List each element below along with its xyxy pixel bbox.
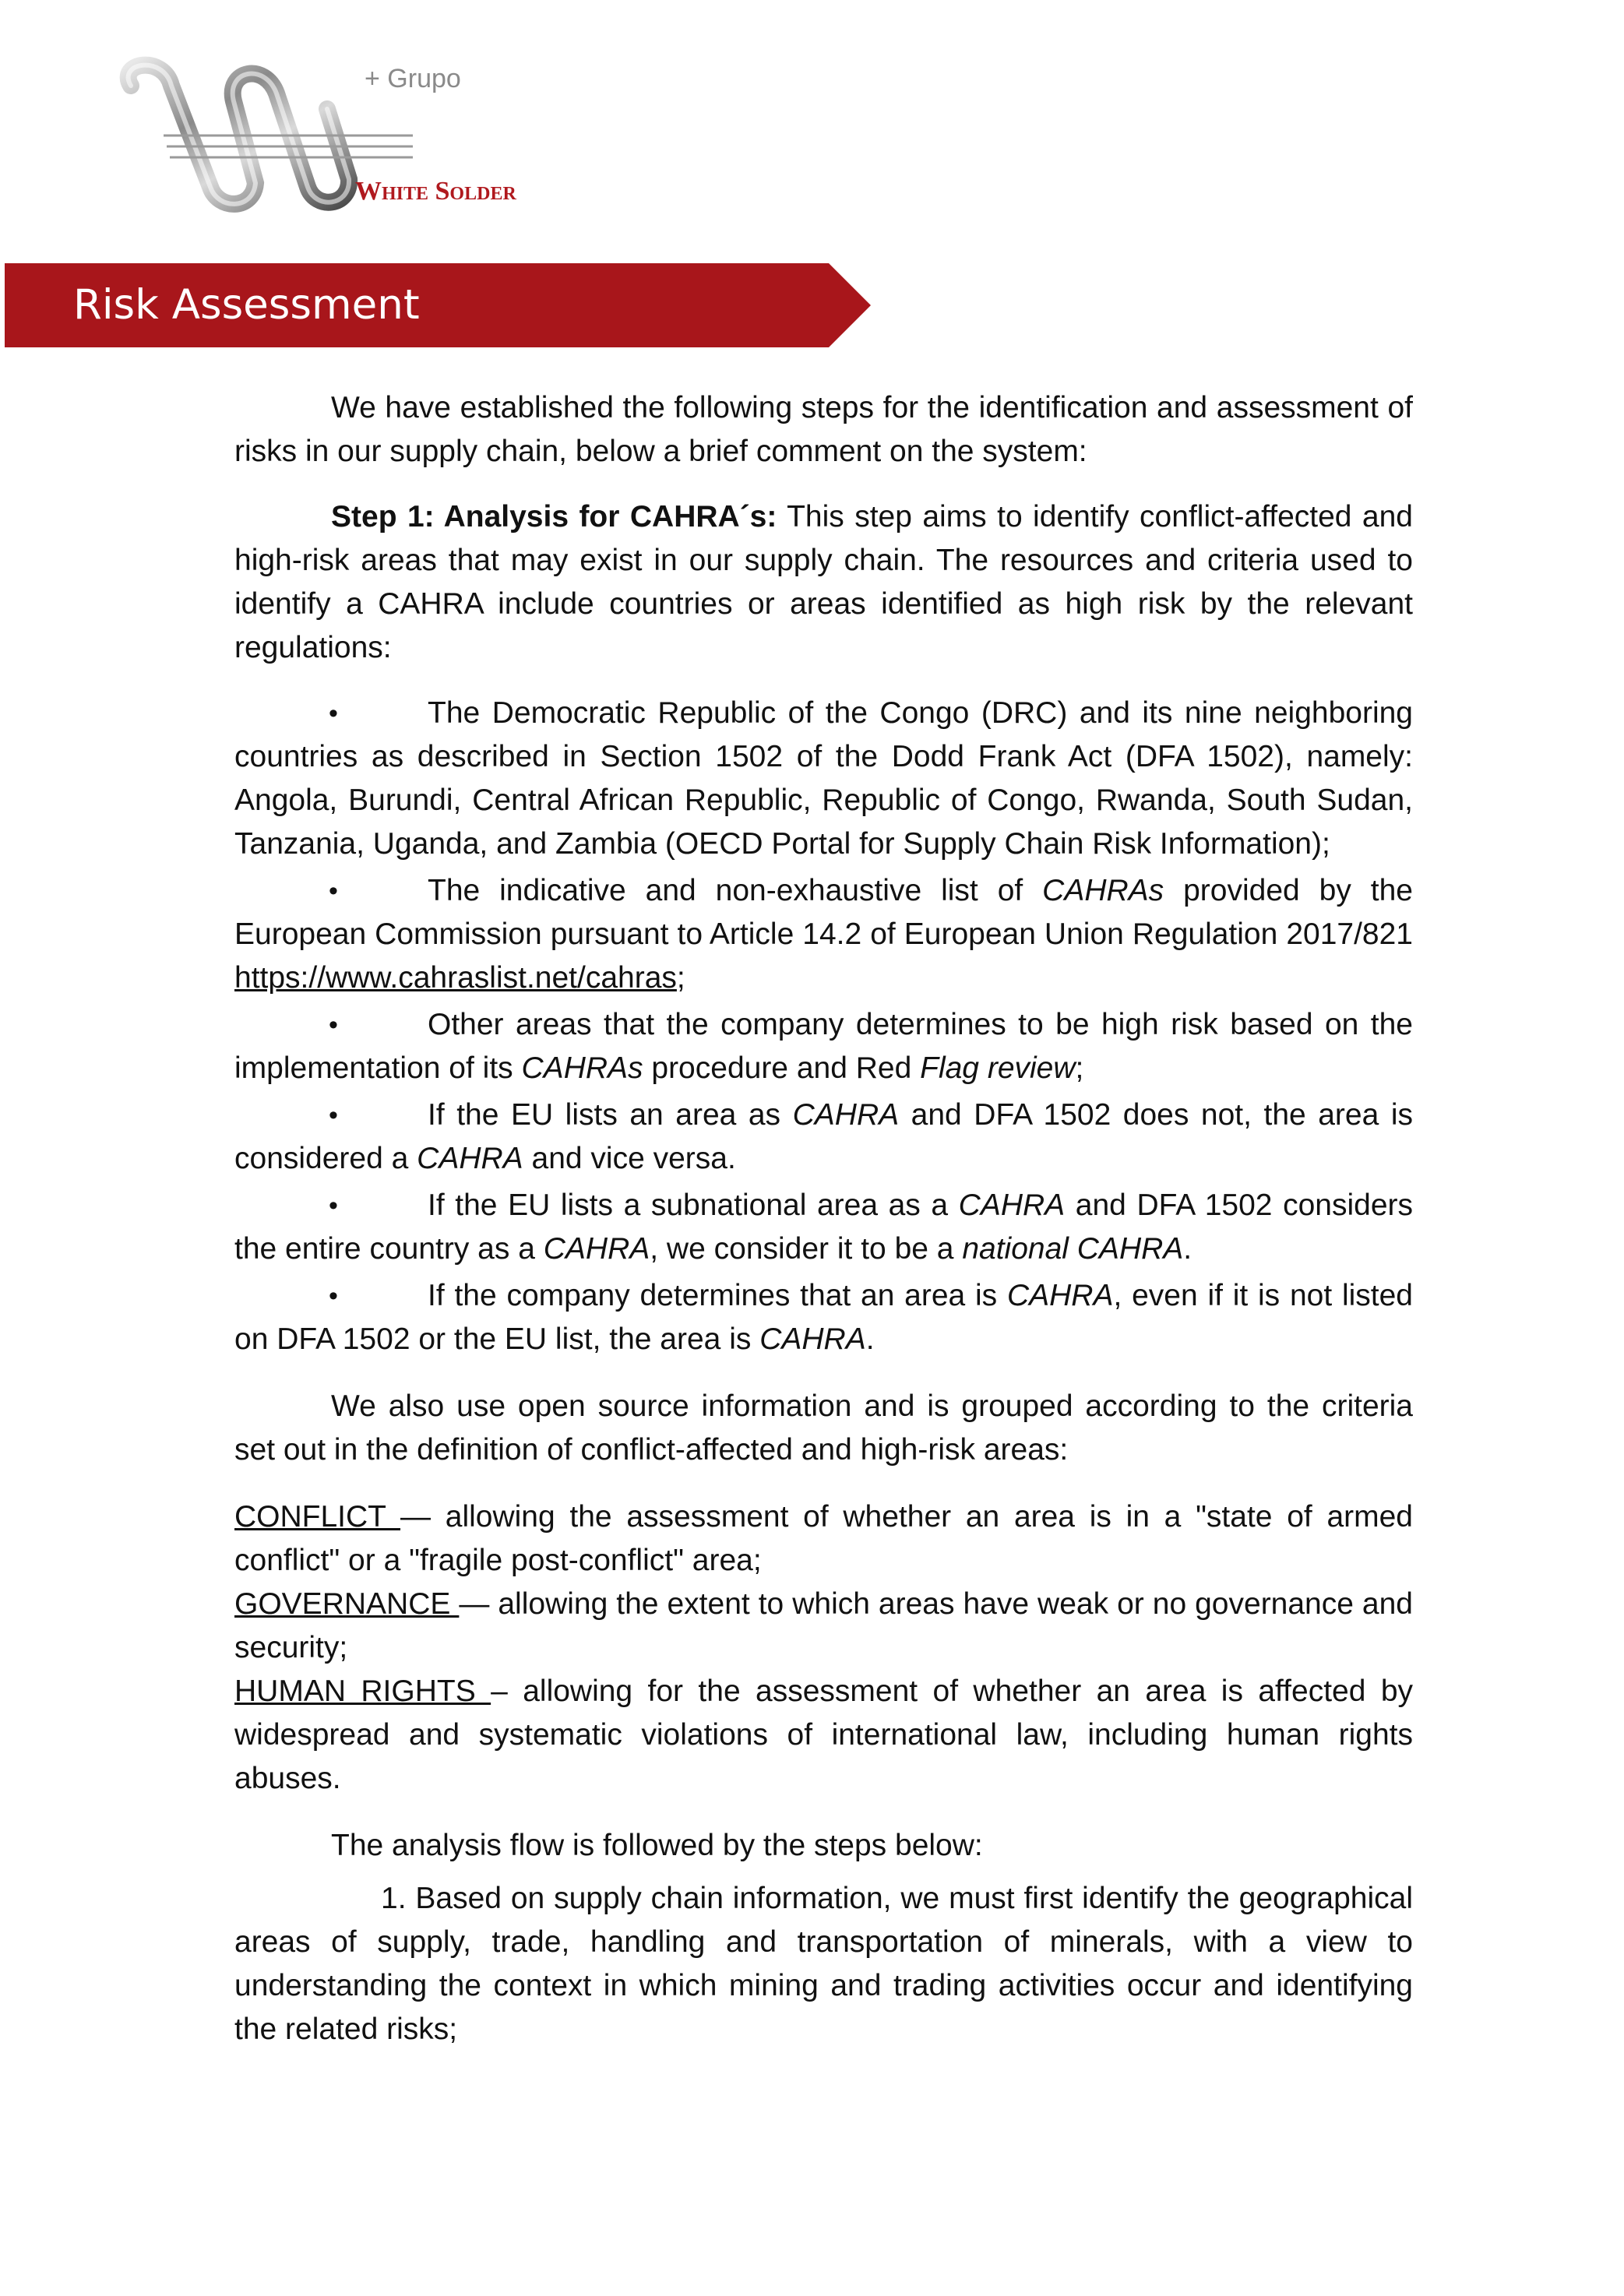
bullet-italic: CAHRA: [543, 1232, 650, 1266]
conflict-term: CONFLICT: [234, 1500, 401, 1534]
list-item: [234, 1274, 1413, 1361]
list-item: [234, 869, 1413, 1000]
conflict-text: — allowing the assessment of whether an area is in a "state of armed conflict" or a "fragile post-conflict" area;: [234, 1500, 1413, 1577]
open-source-paragraph: We also use open source information and is grouped according to the criteria set out in the definition of conflict-affected and high-risk areas:: [234, 1389, 1413, 1467]
human-rights-text: – allowing for the assessment of whether an area is affected by widespread and systematic violations of international law, including human rights abuses.: [234, 1674, 1414, 1795]
bullet-icon: •: [329, 876, 338, 906]
bullet-text: .: [865, 1322, 875, 1356]
list-item: [234, 1093, 1413, 1181]
bullet-text: If the EU lists a subnational area as a: [428, 1188, 959, 1222]
bullet-text: provided by the European Commission pursuant to Article 14.2 of European Union Regulation 2017/821: [234, 874, 1413, 951]
bullet-italic: national CAHRA: [962, 1232, 1184, 1266]
bullet-italic: CAHRA: [958, 1188, 1066, 1222]
governance-text: — allowing the extent to which areas have weak or no governance and security;: [234, 1587, 1413, 1664]
white-solder-logo-mark: [117, 55, 522, 218]
list-item: [234, 692, 1413, 866]
bullet-text: .: [1183, 1232, 1192, 1266]
bullet-text: and vice versa.: [523, 1142, 736, 1175]
bullet-text: ;: [676, 961, 685, 995]
governance-term: GOVERNANCE: [234, 1587, 460, 1621]
bullet-icon: •: [329, 1191, 338, 1220]
list-item: [234, 1184, 1413, 1271]
bullet-italic: CAHRA: [1006, 1279, 1114, 1312]
bullet-text: , we consider it to be a: [650, 1232, 963, 1266]
bullet-icon: •: [329, 1281, 338, 1311]
bullet-text: The indicative and non-exhaustive list of: [428, 874, 1043, 907]
step1-label: Step 1: Analysis for CAHRA´s:: [331, 500, 777, 534]
bullet-text: If the EU lists an area as: [428, 1098, 793, 1132]
bullet-icon: •: [329, 1010, 338, 1040]
bullet-italic: CAHRA: [792, 1098, 900, 1132]
cahra-criteria-list: [234, 692, 1413, 1361]
criteria-conflict: [234, 1495, 1413, 1583]
bullet-text: and DFA 1502 does not, the area is considered a: [234, 1098, 1413, 1175]
bullet-text: procedure and Red: [643, 1051, 921, 1085]
criteria-governance: [234, 1583, 1413, 1670]
step1-paragraph: [234, 495, 1413, 670]
bullet-text: ;: [1075, 1051, 1084, 1085]
logo-wordmark-top: + Grupo: [365, 64, 461, 93]
bullet-icon: •: [329, 699, 338, 728]
bullet-italic: CAHRAs: [1042, 874, 1164, 907]
bullet-italic: CAHRAs: [521, 1051, 643, 1085]
intro-paragraph: We have established the following steps for the identification and assessment of risks in our supply chain, below a brief comment on the system:: [234, 391, 1413, 468]
logo-wordmark-bottom: White Solder: [355, 177, 516, 206]
bullet-text: and DFA 1502 considers the entire country as a: [234, 1188, 1414, 1266]
bullet-italic: CAHRA: [759, 1322, 866, 1356]
flow-intro-paragraph: The analysis flow is followed by the steps below:: [331, 1829, 983, 1862]
bullet-text: Other areas that the company determines to be high risk based on the implementation of its: [234, 1008, 1413, 1085]
bullet-italic: CAHRA: [417, 1142, 523, 1175]
section-title: Risk Assessment: [73, 281, 420, 329]
human-rights-term: HUMAN RIGHTS: [234, 1674, 491, 1708]
bullet-text: The Democratic Republic of the Congo (DRC) and its nine neighboring countries as described in Section 1502 of the Dodd Frank Act (DFA 1502), namely: Angola, Burundi, Central African Republic, Republic of Congo, Rwanda, South Sudan, Tanzania, Uganda, and Zambia (OECD Portal for Supply Chain Risk Information);: [234, 696, 1413, 861]
bullet-icon: •: [329, 1100, 338, 1130]
bullet-italic: Flag review: [920, 1051, 1076, 1085]
list-item: [234, 1003, 1413, 1090]
bullet-text: , even if it is not listed on DFA 1502 or the EU list, the area is: [234, 1279, 1413, 1356]
flow-step-1: 1. Based on supply chain information, we must first identify the geographical areas of supply, trade, handling and transportation of minerals, with a view to understanding the context in which mining and trading activities occur and identifying the related risks;: [234, 1882, 1413, 2046]
criteria-human-rights: [234, 1670, 1413, 1801]
company-logo: [117, 55, 522, 218]
document-body: [234, 386, 1413, 2051]
step1-text: This step aims to identify conflict-affected and high-risk areas that may exist in our supply chain. The resources and criteria used to identify a CAHRA include countries or areas identified as high risk by the relevant regulations:: [234, 500, 1413, 664]
cahras-list-link[interactable]: https://www.cahraslist.net/cahras: [234, 961, 677, 995]
bullet-text: If the company determines that an area is: [428, 1279, 1007, 1312]
